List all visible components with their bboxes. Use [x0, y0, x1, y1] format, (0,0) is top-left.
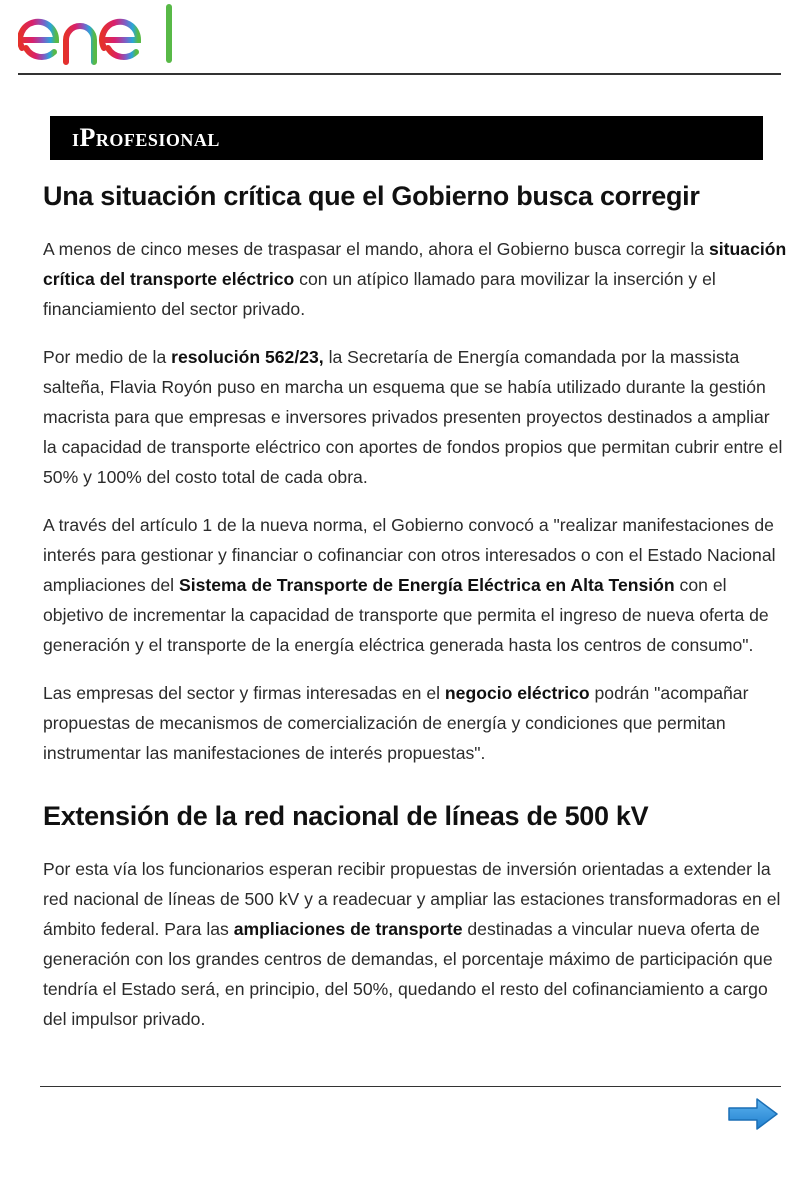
section-heading-2: Extensión de la red nacional de líneas de 500 kV [43, 801, 649, 831]
bold-text: resolución 562/23, [171, 347, 324, 367]
text-run: Por medio de la [43, 347, 172, 367]
paragraph [43, 510, 788, 660]
text-run: con un atípico llamado para movilizar la inserción y el financiamiento del sector privado. [43, 269, 716, 319]
footer-divider [40, 1086, 781, 1087]
article-body [43, 178, 788, 1052]
bold-text: ampliaciones de transporte [233, 919, 463, 939]
text-run: podrán "acompañar propuestas de mecanismos de comercialización de energía y condiciones que permitan instrumentar las manifestaciones de interés propuestas". [43, 683, 749, 763]
source-banner-label: iProfesional [72, 123, 220, 152]
text-run: Las empresas del sector y firmas interesadas en el [43, 683, 445, 703]
bold-text: Sistema de Transporte de Energía Eléctrica en Alta Tensión [178, 575, 675, 595]
text-run: destinadas a vincular nueva oferta de generación con los grandes centros de demandas, el porcentaje máximo de participación que tendría el Estado será, en principio, del 50%, quedando el resto del cofinanciamiento a cargo del impulsor privado. [43, 919, 773, 1029]
paragraph [43, 854, 788, 1034]
paragraph [43, 234, 788, 324]
text-run: con el objetivo de incrementar la capacidad de transporte que permita el ingreso de nueva oferta de generación y el transporte de la energía eléctrica generada hasta los centros de consumo". [43, 575, 769, 655]
paragraph [43, 678, 788, 768]
text-run: A través del artículo 1 de la nueva norma, el Gobierno convocó a "realizar manifestaciones de interés para gestionar y financiar o cofinanciar con otros interesados o con el Estado Nacional ampliaciones del [43, 515, 776, 595]
right-arrow-icon[interactable] [727, 1096, 779, 1132]
header-divider [18, 73, 781, 75]
text-run: Por esta vía los funcionarios esperan recibir propuestas de inversión orientadas a extender la red nacional de líneas de 500 kV y a readecuar y ampliar las estaciones transformadoras en el ámbito federal. Para las [43, 859, 781, 939]
enel-logo [18, 4, 183, 68]
paragraph [43, 342, 788, 492]
text-run: A menos de cinco meses de traspasar el mando, ahora el Gobierno busca corregir la [43, 239, 709, 259]
bold-text: negocio eléctrico [444, 683, 590, 703]
bold-text: situación crítica del transporte eléctrico [43, 239, 787, 289]
text-run: la Secretaría de Energía comandada por la massista salteña, Flavia Royón puso en marcha un esquema que se había utilizado durante la gestión macrista para que empresas e inversores privados presenten proyectos destinados a ampliar la capacidad de transporte eléctrico con aportes de fondos propios que permitan cubrir entre el 50% y 100% del costo total de cada obra. [43, 347, 783, 487]
section-heading-1: Una situación crítica que el Gobierno busca corregir [43, 181, 700, 211]
source-banner [50, 116, 763, 160]
